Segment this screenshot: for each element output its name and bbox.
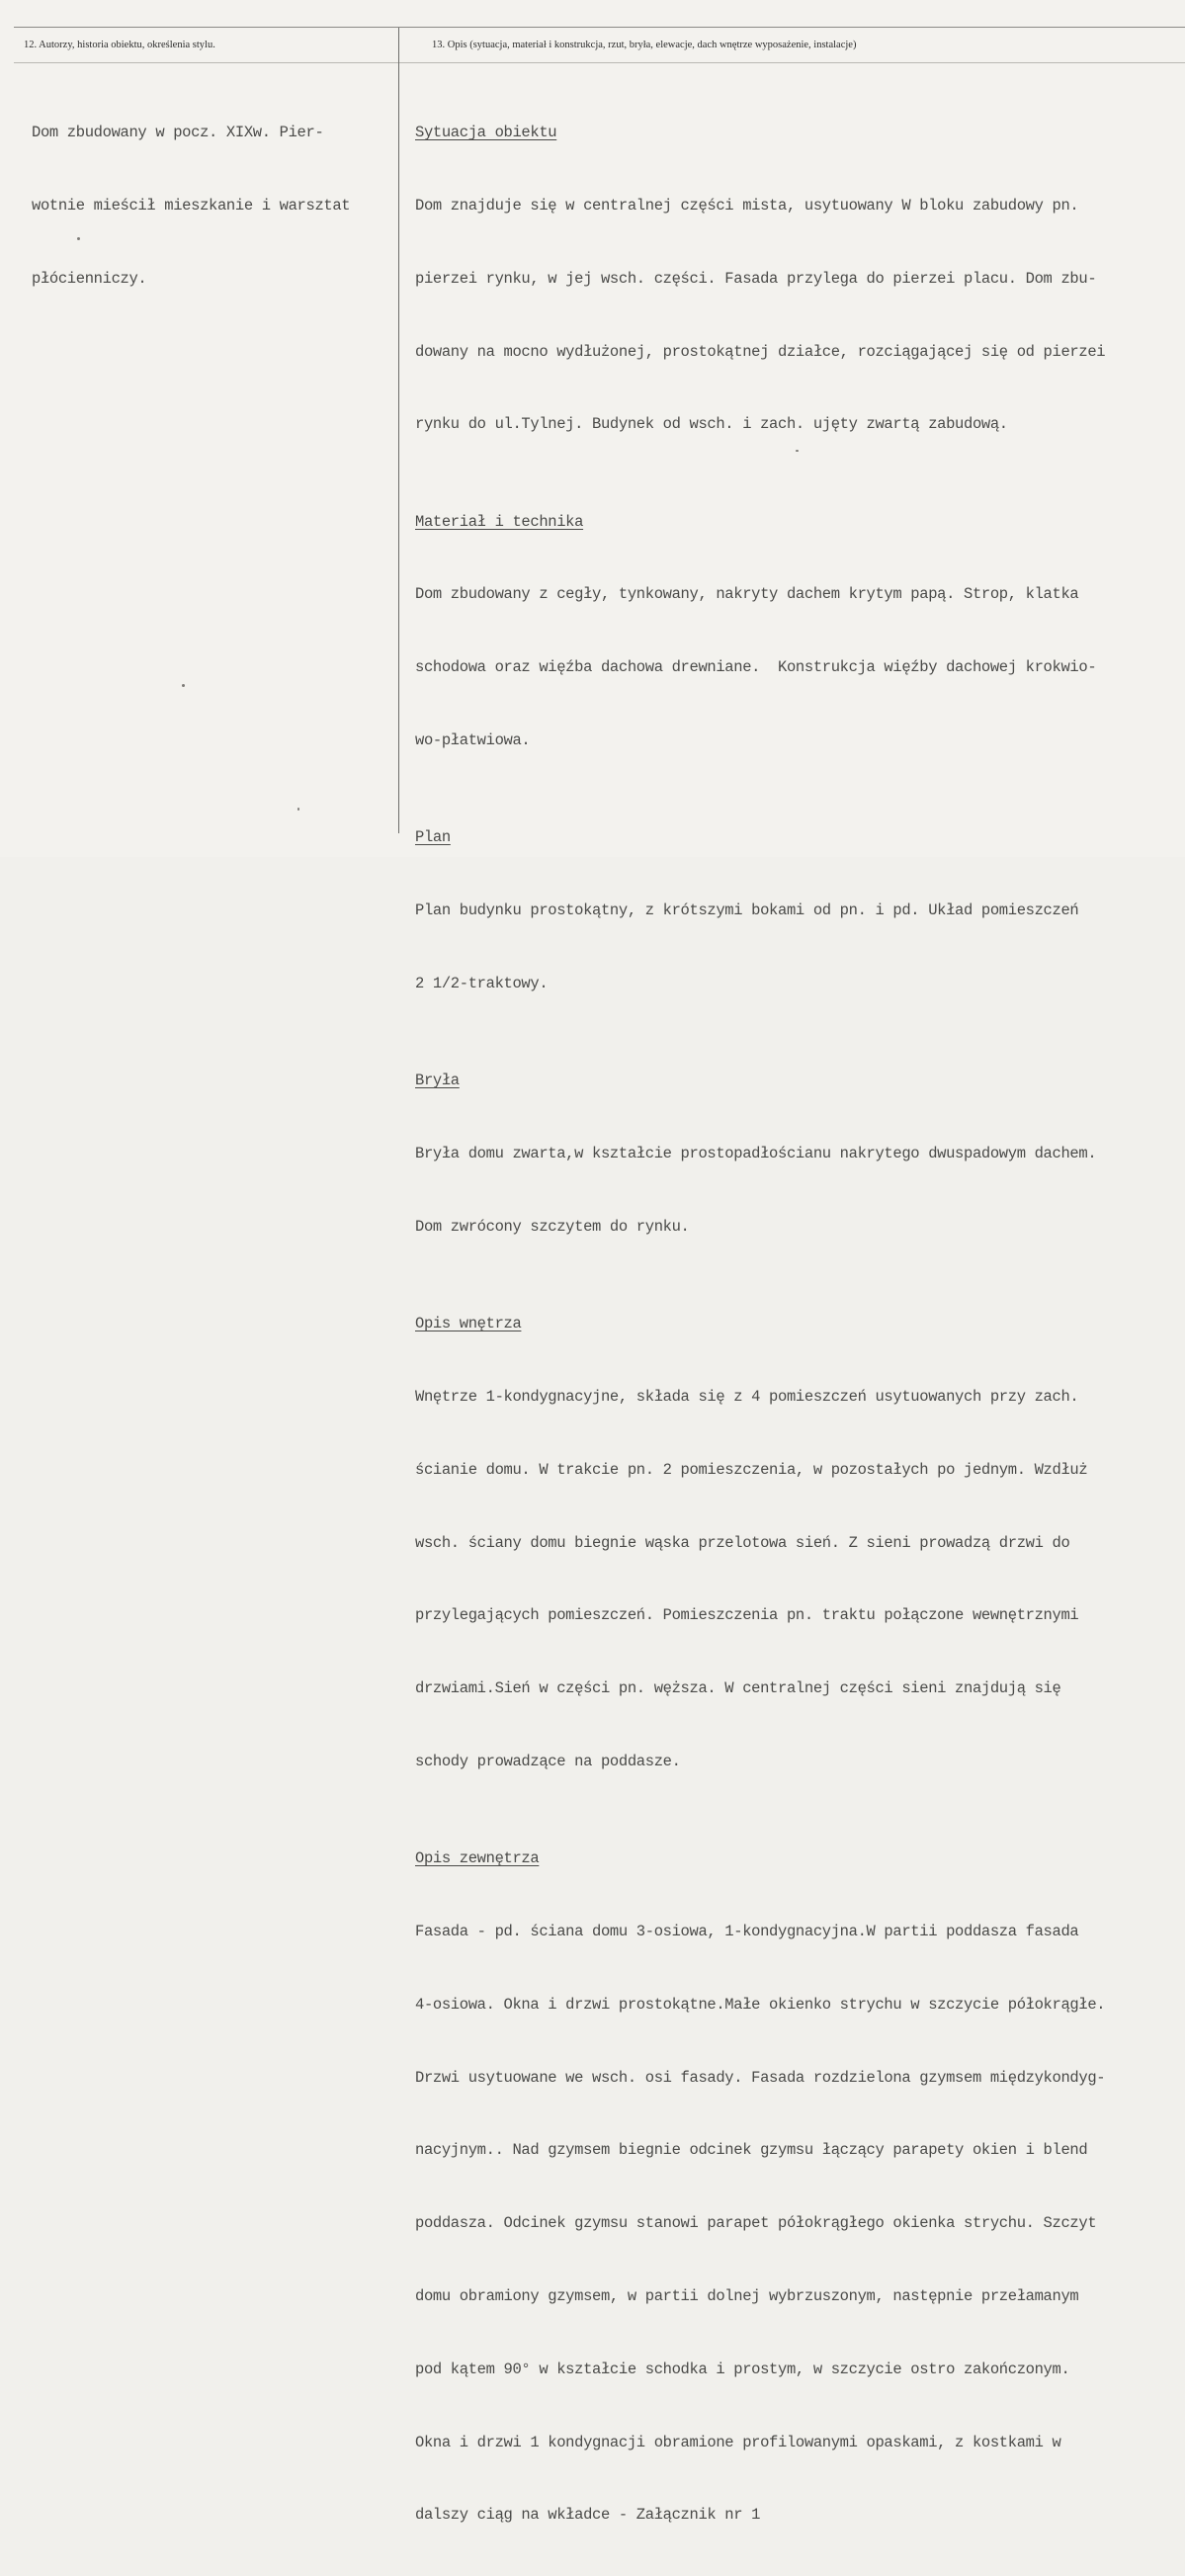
section-line: rynku do ul.Tylnej. Budynek od wsch. i zach. ujęty zwartą zabudową. xyxy=(415,415,1008,434)
field-13-content xyxy=(415,72,1181,2576)
left-text-line: wotnie mieścił mieszkanie i warsztat xyxy=(32,196,351,215)
section-line: pod kątem 90° w kształcie schodka i prostym, w szczycie ostro zakończonym. xyxy=(415,2360,1070,2378)
section-heading-interior: Opis wnętrza xyxy=(415,1315,522,1333)
section-line: Dom znajduje się w centralnej części mista, usytuowany W bloku zabudowy pn. xyxy=(415,196,1079,215)
top-rule xyxy=(14,27,1185,28)
section-heading-exterior: Opis zewnętrza xyxy=(415,1849,540,1868)
section-line: nacyjnym.. Nad gzymsem biegnie odcinek gzymsu łączący parapety okien i blend xyxy=(415,2141,1088,2160)
section-heading-massing: Bryła xyxy=(415,1072,460,1090)
section-line: dalszy ciąg na wkładce - Załącznik nr 1 xyxy=(415,2506,761,2525)
paper-speck xyxy=(77,237,80,240)
left-text-line: płócienniczy. xyxy=(32,269,147,288)
field-12-header: 12. Autorzy, historia obiektu, określenia stylu. xyxy=(24,40,215,50)
section-line: 2 1/2-traktowy. xyxy=(415,974,549,992)
section-line: Okna i drzwi 1 kondygnacji obramione profilowanymi opaskami, z kostkami w xyxy=(415,2433,1061,2451)
section-line: ścianie domu. W trakcie pn. 2 pomieszczenia, w pozostałych po jednym. Wzdłuż xyxy=(415,1460,1088,1479)
field-12-content xyxy=(32,72,392,340)
section-line: dowany na mocno wydłużonej, prostokątnej działce, rozciągającej się od pierzei xyxy=(415,342,1106,361)
section-line: przylegających pomieszczeń. Pomieszczenia pn. traktu połączone wewnętrznymi xyxy=(415,1606,1079,1625)
column-divider xyxy=(398,28,399,833)
section-line: Plan budynku prostokątny, z krótszymi bokami od pn. i pd. Układ pomieszczeń xyxy=(415,902,1079,920)
section-heading-material: Materiał i technika xyxy=(415,512,584,531)
section-line: Drzwi usytuowane we wsch. osi fasady. Fasada rozdzielona gzymsem międzykondyg- xyxy=(415,2068,1106,2087)
section-line: Dom zwrócony szczytem do rynku. xyxy=(415,1217,690,1236)
paper-speck xyxy=(297,808,299,811)
section-heading-plan: Plan xyxy=(415,828,451,847)
section-line: wsch. ściany domu biegnie wąska przelotowa sień. Z sieni prowadzą drzwi do xyxy=(415,1533,1070,1552)
section-line: schodowa oraz więźba dachowa drewniane. Konstrukcja więźby dachowej krokwio- xyxy=(415,658,1097,677)
section-heading-situation: Sytuacja obiektu xyxy=(415,124,557,142)
section-line: Dom zbudowany z cegły, tynkowany, nakryty dachem krytym papą. Strop, klatka xyxy=(415,585,1079,604)
field-13-header: 13. Opis (sytuacja, materiał i konstrukcja, rzut, bryła, elewacje, dach wnętrze wyposażenie, instalacje) xyxy=(432,40,857,50)
paper-speck xyxy=(796,450,799,452)
paper-speck xyxy=(182,684,185,687)
section-line: Bryła domu zwarta,w kształcie prostopadłościanu nakrytego dwuspadowym dachem. xyxy=(415,1145,1097,1163)
header-separator xyxy=(14,62,1185,63)
section-line: 4-osiowa. Okna i drzwi prostokątne.Małe okienko strychu w szczycie półokrągłe. xyxy=(415,1995,1106,2014)
section-line: Fasada - pd. ściana domu 3-osiowa, 1-kondygnacyjna.W partii poddasza fasada xyxy=(415,1923,1079,1941)
section-line: domu obramiony gzymsem, w partii dolnej wybrzuszonym, następnie przełamanym xyxy=(415,2287,1079,2306)
section-line: schody prowadzące na poddasze. xyxy=(415,1752,681,1770)
section-line: drzwiami.Sień w części pn. węższa. W centralnej części sieni znajdują się xyxy=(415,1679,1061,1698)
left-text-line: Dom zbudowany w pocz. XIXw. Pier- xyxy=(32,124,324,142)
section-line: wo-płatwiowa. xyxy=(415,731,531,750)
section-line: pierzei rynku, w jej wsch. części. Fasada przylega do pierzei placu. Dom zbu- xyxy=(415,269,1097,288)
section-line: Wnętrze 1-kondygnacyjne, składa się z 4 pomieszczeń usytuowanych przy zach. xyxy=(415,1388,1079,1407)
section-line: poddasza. Odcinek gzymsu stanowi parapet półokrągłego okienka strychu. Szczyt xyxy=(415,2214,1097,2233)
